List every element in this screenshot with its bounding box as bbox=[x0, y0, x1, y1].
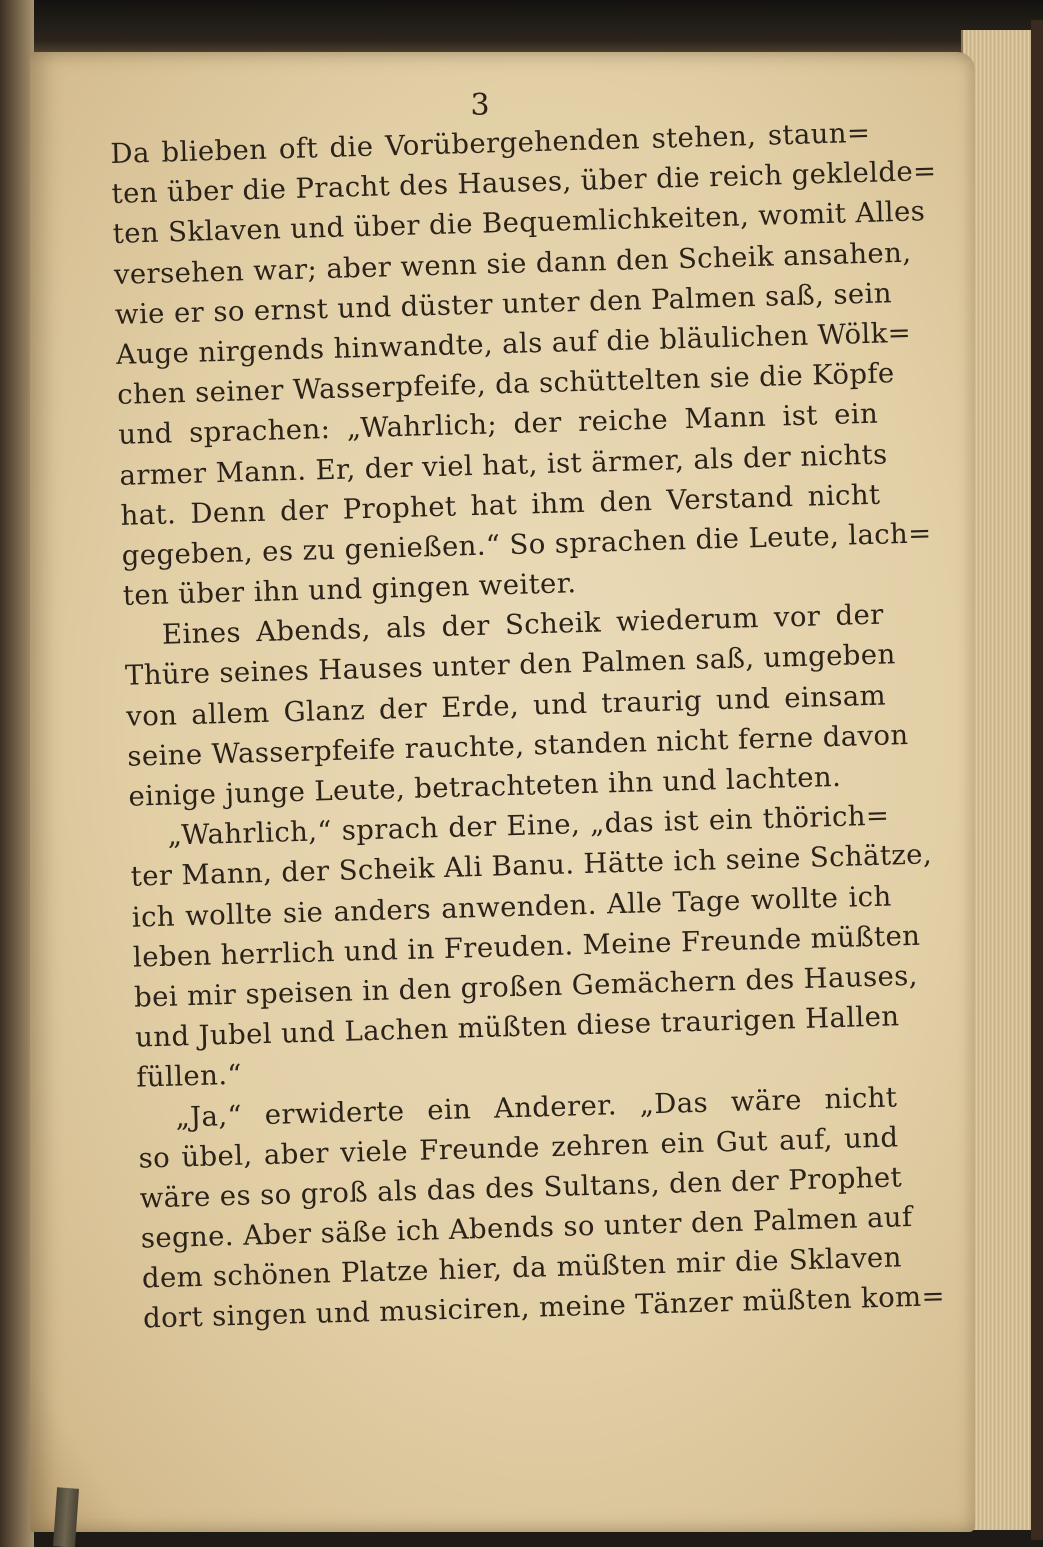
text-line: armer Mann. Er, der viel hat, ist ärmer, als der nichts bbox=[119, 437, 888, 492]
text-block bbox=[110, 113, 946, 1339]
text-line: von allem Glanz der Erde, und traurig und einsam bbox=[125, 679, 887, 733]
text-line: dort singen und musiciren, meine Tänzer müßten kom= bbox=[142, 1280, 946, 1335]
text-line: „Wahrlich,“ sprach der Eine, „das ist ein thörich= bbox=[167, 799, 890, 852]
text-line: Thüre seines Hauses unter den Palmen saß, umgeben bbox=[124, 638, 897, 693]
text-line: Eines Abends, als der Scheik wiederum vor der bbox=[161, 598, 885, 651]
text-line: füllen.“ bbox=[135, 1059, 243, 1094]
text-line: so übel, aber viele Freunde zehren ein Gut auf, und bbox=[138, 1121, 899, 1175]
text-line: hat. Denn der Prophet hat ihm den Verstand nicht bbox=[120, 478, 881, 532]
text-line: Auge nirgends hinwandte, als auf die bläulichen Wölk= bbox=[115, 316, 912, 371]
text-line: leben herrlich und in Freuden. Meine Freunde müßten bbox=[132, 919, 921, 974]
text-line: ten über ihn und gingen weiter. bbox=[122, 567, 577, 612]
text-line: ten über die Pracht des Hauses, über die reich geklelde= bbox=[111, 155, 937, 211]
text-line: „Ja,“ erwiderte ein Anderer. „Das wäre nicht bbox=[175, 1080, 898, 1134]
book-cover-edge bbox=[1031, 20, 1043, 1540]
text-line: segne. Aber säße ich Abends so unter den Palmen auf bbox=[140, 1201, 913, 1255]
text-line: dem schönen Platze hier, da müßten mir die Sklaven bbox=[141, 1241, 903, 1295]
top-edge bbox=[0, 0, 1043, 58]
text-line: ten Sklaven und über die Bequemlichkeiten, womit Alles bbox=[112, 195, 926, 251]
text-line: seine Wasserpfeife rauchte, standen nicht ferne davon bbox=[126, 718, 909, 773]
text-line: bei mir speisen in den großen Gemächern des Hauses, bbox=[133, 959, 919, 1014]
text-line: ter Mann, der Scheik Ali Banu. Hätte ich seine Schätze, bbox=[130, 838, 933, 894]
page bbox=[30, 52, 975, 1532]
text-line: gegeben, es zu genießen.“ So sprachen die Leute, lach= bbox=[121, 517, 933, 572]
text-line: versehen war; aber wenn sie dann den Scheik ansahen, bbox=[113, 236, 912, 291]
text-line: wie er so ernst und düster unter den Palmen saß, sein bbox=[114, 276, 893, 331]
bookmark-ribbon bbox=[53, 1487, 79, 1547]
text-line: ich wollte sie anders anwenden. Alle Tage wollte ich bbox=[131, 880, 893, 934]
text-line: und Jubel und Lachen müßten diese traurigen Hallen bbox=[134, 1000, 900, 1054]
text-line: und sprachen: „Wahrlich; der reiche Mann ist ein bbox=[117, 397, 879, 452]
text-line: einige junge Leute, betrachteten ihn und lachten. bbox=[128, 760, 842, 813]
binding-gutter bbox=[0, 0, 34, 1547]
page-number: 3 bbox=[470, 88, 490, 123]
text-line: Da blieben oft die Vorübergehenden stehen, staun= bbox=[110, 116, 871, 170]
text-line: wäre es so groß als das des Sultans, den der Prophet bbox=[139, 1161, 903, 1215]
text-line: chen seiner Wasserpfeife, da schüttelten sie die Köpfe bbox=[116, 357, 896, 412]
